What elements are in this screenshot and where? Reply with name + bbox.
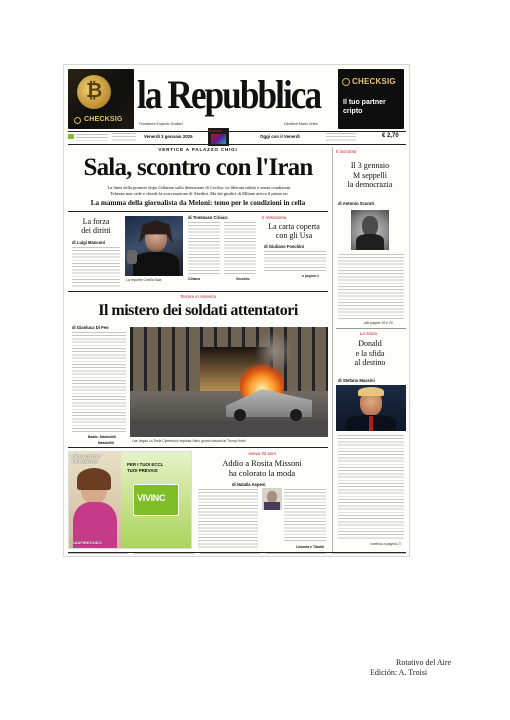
ad-footer-text: SANFIBRONDO bbox=[72, 540, 102, 545]
america-byline-end-1: Basile, Mastrolilli bbox=[88, 435, 116, 439]
issue-date: Venerdì 3 gennaio 2025 bbox=[144, 134, 193, 139]
pavement bbox=[130, 421, 328, 437]
massini-author: di Stefano Massini bbox=[338, 378, 375, 383]
cecilia-sala-photo bbox=[125, 216, 183, 276]
direttore-line: Direttore Mario Orfeo bbox=[284, 122, 318, 126]
missoni-title-2: ha colorato la moda bbox=[228, 469, 296, 478]
scurati-title-3: la democrazia bbox=[347, 180, 393, 189]
ciriaco-byline-end-2: Vecchio bbox=[236, 277, 250, 281]
mussolini-portrait-photo bbox=[351, 210, 389, 250]
ad-left-brand: CHECKSIG bbox=[84, 116, 123, 123]
forza-title-2: dei diritti bbox=[81, 226, 111, 235]
forza-title-1: La forza bbox=[82, 217, 110, 226]
masthead-ad-right[interactable] bbox=[338, 69, 404, 129]
wheel-left bbox=[234, 409, 246, 421]
lead-subhead-1: La linea della premier dopo l'allarme sulla detenzione di Cecilia: va liberata subito e senza condizioni bbox=[107, 185, 291, 190]
ad-right-tagline-2: cripto bbox=[343, 108, 363, 115]
missoni-byline-end: Limonta e Tibaldi bbox=[296, 545, 324, 549]
forza-author: di Luigi Manconi bbox=[72, 240, 106, 245]
scurati-body bbox=[338, 254, 404, 320]
massini-kicker: La storia bbox=[360, 331, 377, 336]
wheel-right bbox=[290, 409, 302, 421]
cybertruck-photo-caption: Las Vegas La Tesla Cybertruck esplosa l'altro giorno davanti al Trump Hotel bbox=[132, 439, 246, 443]
sidebar-kicker: Il racconto bbox=[336, 149, 357, 154]
carta-kicker: Il retroscena bbox=[262, 215, 287, 220]
checksig-logo-icon bbox=[74, 117, 81, 124]
lead-kicker: VERTICE A PALAZZO CHIGI bbox=[158, 147, 238, 152]
footer-block-4 bbox=[266, 553, 326, 557]
ciriaco-byline-end: Ciriaco bbox=[188, 277, 201, 281]
ad-right-tagline-1: Il tuo partner bbox=[343, 99, 386, 106]
supplement-line: Oggi con il Venerdì bbox=[260, 134, 300, 139]
cecilia-photo-caption: La reporter Cecilia Sala bbox=[126, 278, 162, 282]
info-left-block bbox=[68, 133, 108, 141]
green-logo-icon bbox=[68, 134, 74, 139]
newspaper-front-page bbox=[63, 64, 410, 557]
scurati-author: di Antonio Scurati bbox=[338, 201, 374, 206]
lead-subhead-2: Teheran non cede e chiede la scarcerazione di Abedini. Ma dai giudici di Milano arriva il primo no bbox=[110, 191, 288, 196]
ciriaco-body-1 bbox=[188, 222, 220, 276]
smoke bbox=[254, 331, 294, 371]
massini-body bbox=[338, 435, 404, 539]
ad-headline-2: INFLUENZA? bbox=[72, 459, 99, 464]
sidebar-border bbox=[332, 147, 333, 553]
america-author: di Gianluca Di Feo bbox=[72, 325, 109, 330]
missoni-portrait-photo bbox=[262, 488, 282, 510]
lower-rule bbox=[68, 447, 328, 448]
scurati-title bbox=[334, 161, 406, 190]
missoni-title bbox=[196, 459, 328, 479]
issue-price: € 2,70 bbox=[382, 133, 399, 139]
info-right-text bbox=[326, 133, 356, 141]
massini-title bbox=[334, 339, 406, 368]
carta-title-2: con gli Usa bbox=[275, 231, 313, 240]
microphone-icon bbox=[127, 250, 137, 264]
footer-block-5 bbox=[332, 553, 406, 557]
carta-author: di Giuliano Foschini bbox=[264, 244, 305, 249]
sidebar-divider bbox=[336, 328, 406, 329]
lead-second-headline: La mamma della giornalista da Meloni: temo per le condizioni in cella bbox=[90, 199, 306, 207]
lead-rule bbox=[68, 211, 328, 212]
footer-block-3 bbox=[200, 553, 260, 557]
massini-page-ref: continua a pagina 27 bbox=[370, 542, 402, 546]
missoni-body-2 bbox=[284, 489, 326, 543]
masthead-ad-left[interactable] bbox=[68, 69, 134, 129]
cybertruck-explosion-photo bbox=[130, 327, 328, 437]
ad-headline-1: PRIMI VIVTON bbox=[72, 454, 101, 459]
ad-sub-2: TUOI PREVAIS bbox=[127, 468, 158, 473]
ad-product-name: VIVINC bbox=[137, 493, 166, 503]
carta-title bbox=[260, 222, 328, 240]
masthead-rule-top bbox=[68, 131, 406, 132]
forza-title bbox=[70, 217, 122, 235]
ciriaco-body-2 bbox=[224, 222, 256, 276]
carta-body bbox=[264, 251, 326, 273]
forza-body bbox=[72, 247, 120, 287]
scurati-title-2: M seppellì bbox=[353, 170, 387, 180]
pharma-ad[interactable] bbox=[68, 451, 192, 549]
badge-art-icon bbox=[211, 134, 226, 144]
ad-product-box bbox=[133, 484, 179, 516]
masthead-rule-bottom bbox=[68, 144, 406, 145]
missoni-title-1: Addio a Rosita Missoni bbox=[222, 459, 302, 468]
america-body bbox=[72, 332, 126, 432]
bitcoin-symbol-icon: ₿ bbox=[86, 80, 103, 102]
lead-headline: Sala, scontro con l'Iran bbox=[83, 154, 313, 181]
footer-caption-line-1: Rotativo del Aire bbox=[396, 658, 452, 667]
info-left-text bbox=[112, 133, 136, 141]
massini-title-3: al destino bbox=[354, 358, 386, 367]
scurati-title-1: Il 3 gennaio bbox=[350, 161, 390, 170]
trump-photo bbox=[336, 385, 406, 431]
america-headline: Il mistero dei soldati attentatori bbox=[98, 302, 298, 319]
footer-caption bbox=[370, 658, 452, 678]
carta-title-1: La carta coperta bbox=[268, 222, 320, 231]
scurati-page-ref: alle pagine 28 e 29 bbox=[364, 321, 393, 325]
america-rule-top bbox=[68, 291, 328, 292]
venerdi-badge-label: Il venerdì bbox=[209, 129, 222, 133]
america-byline-end-2: Mastrolilli bbox=[98, 441, 114, 445]
footer-caption-line-2: Edición: A. Troisi bbox=[370, 668, 428, 677]
ad-sub-1: PER I TUOI ECCL bbox=[127, 462, 164, 467]
missoni-author: di Natalia Aspesi bbox=[232, 482, 266, 487]
massini-title-1: Donald bbox=[358, 339, 382, 348]
america-kicker: Terrore in America bbox=[180, 294, 216, 299]
carta-page-ref: a pagina 4 bbox=[302, 274, 319, 278]
missoni-kicker: Aveva 93 anni bbox=[248, 451, 276, 456]
ad-woman-photo bbox=[69, 452, 121, 549]
footer-block-1 bbox=[68, 553, 128, 557]
fondatore-line: Fondatore Eugenio Scalfari bbox=[139, 122, 183, 126]
missoni-body-1 bbox=[198, 489, 258, 549]
checksig-logo-icon bbox=[342, 78, 350, 86]
footer-block-2 bbox=[134, 553, 194, 557]
masthead-title: la Repubblica bbox=[137, 72, 321, 117]
ciriaco-author: di Tommaso Ciriaco bbox=[188, 215, 228, 220]
massini-title-2: e la sfida bbox=[355, 348, 385, 358]
ad-right-brand: CHECKSIG bbox=[352, 77, 396, 86]
